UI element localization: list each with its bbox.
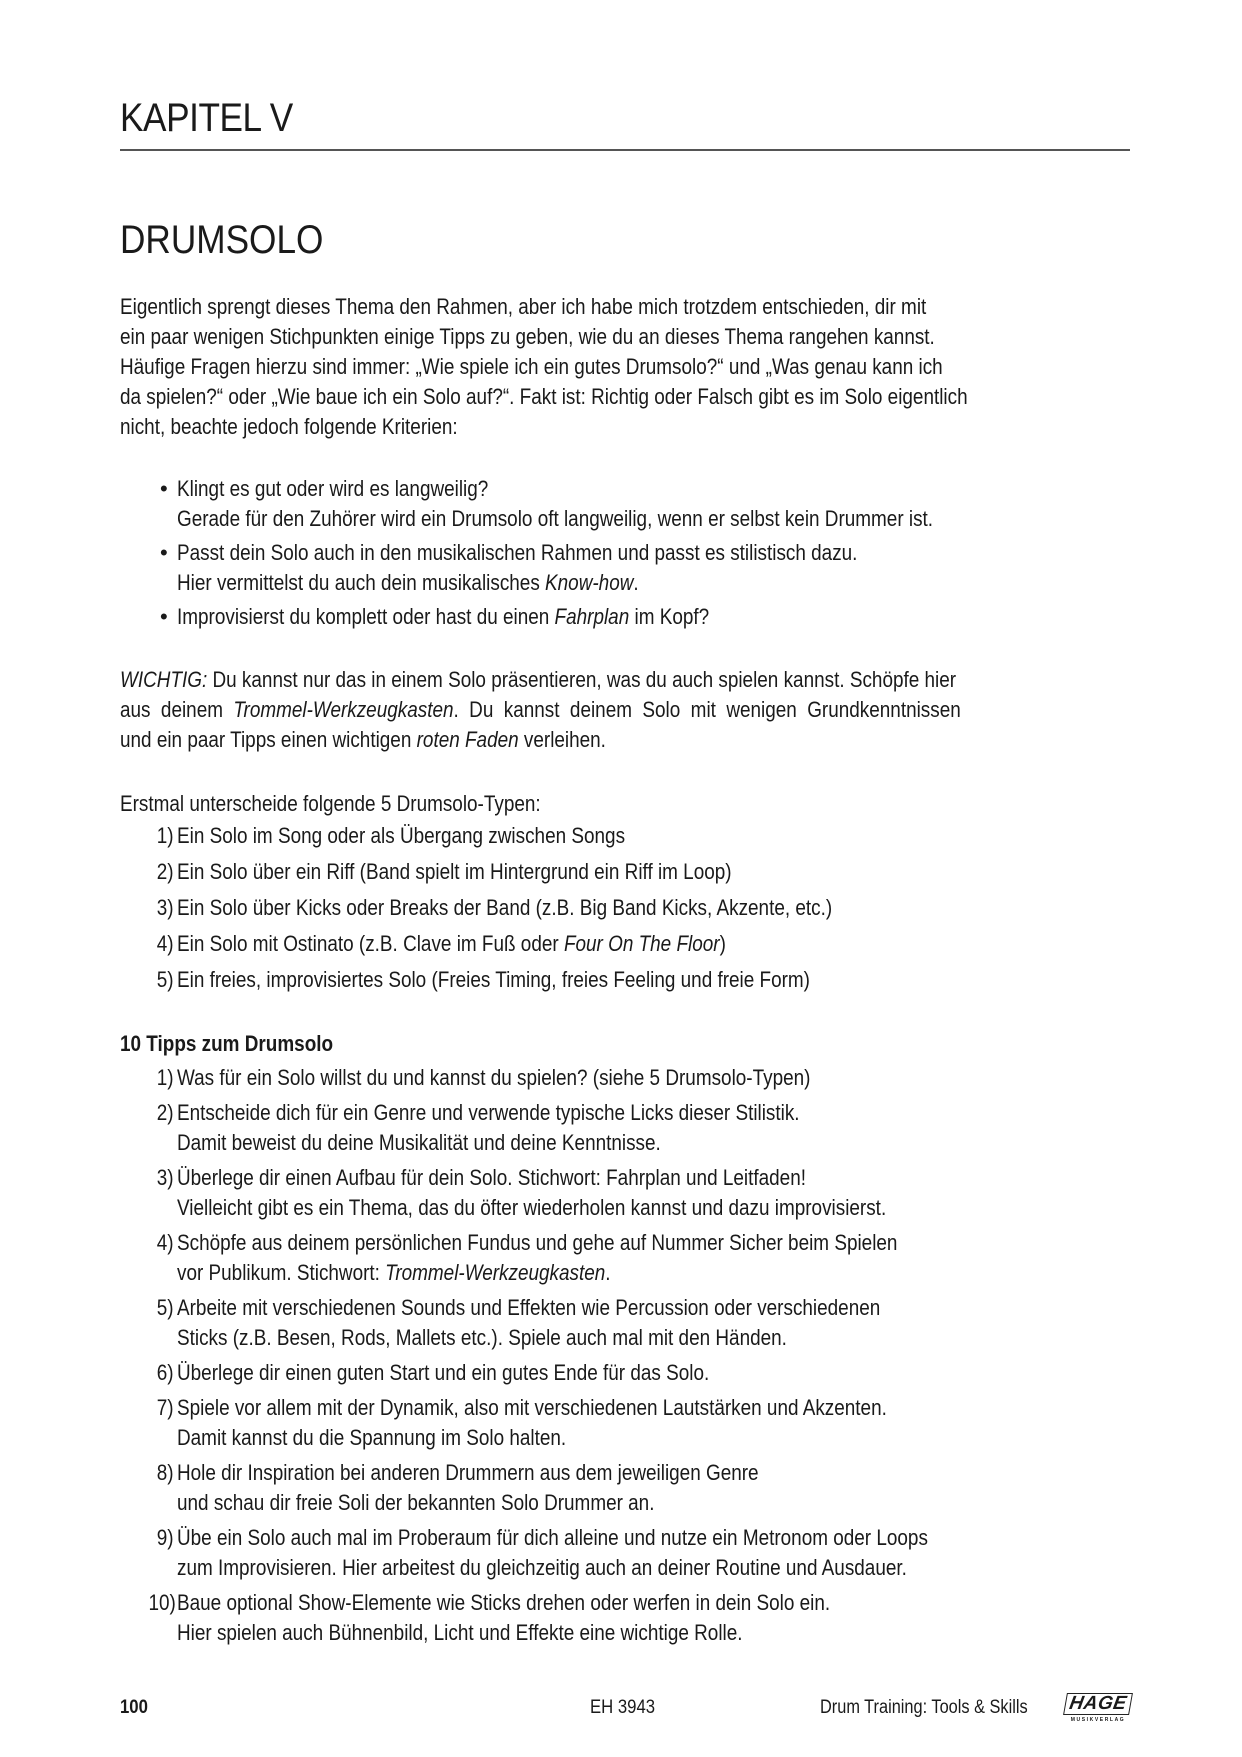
list-item: 2) Entscheide dich für ein Genre und verwende typische Licks dieser Stilistik. Damit beweist du deine Musikalität und deine Kenntnisse. [157, 1100, 800, 1155]
list-item: 2) Ein Solo über ein Riff (Band spielt im Hintergrund ein Riff im Loop) [157, 859, 732, 884]
bullet-icon: • [160, 476, 168, 501]
important-note: WICHTIG: Du kannst nur das in einem Solo präsentieren, was du auch spielen kannst. Schöpfe hier aus deinem Trommel-Werkzeugkasten. Du kannst deinem Solo mit wenigen Grundkenntnissen und ein paar Tipps einen wichtigen roten Faden verleihen. [120, 667, 961, 752]
list-item: • Passt dein Solo auch in den musikalischen Rahmen und passt es stilistisch dazu. Hier vermittelst du auch dein musikalisches Know-how. [160, 540, 858, 595]
list-item: 1) Ein Solo im Song oder als Übergang zwischen Songs [157, 823, 626, 848]
publisher-logo-icon [1065, 1693, 1131, 1727]
list-item: 7) Spiele vor allem mit der Dynamik, also mit verschiedenen Lautstärken und Akzenten. Damit kannst du die Spannung im Solo halten. [157, 1395, 887, 1450]
list-item: 3) Ein Solo über Kicks oder Breaks der Band (z.B. Big Band Kicks, Akzente, etc.) [157, 895, 833, 920]
tips-heading: 10 Tipps zum Drumsolo [120, 1031, 334, 1056]
intro-line: Häufige Fragen hierzu sind immer: „Wie spiele ich ein gutes Drumsolo?“ und „Was genau kann ich [120, 354, 943, 379]
tips-list [148, 1063, 1242, 1653]
list-item: 6) Überlege dir einen guten Start und ein gutes Ende für das Solo. [157, 1360, 710, 1385]
chapter-heading: KAPITEL V [120, 96, 293, 140]
list-item: 1) Was für ein Solo willst du und kannst du spielen? (siehe 5 Drumsolo-Typen) [157, 1065, 811, 1090]
drumsolo-types-list [152, 821, 1242, 1001]
logo-subtext: MUSIKVERLAG [1070, 1717, 1126, 1723]
book-title: Drum Training: Tools & Skills [820, 1697, 1028, 1718]
important-label: WICHTIG: [120, 667, 208, 692]
intro-line: Eigentlich sprengt dieses Thema den Rahmen, aber ich habe mich trotzdem entschieden, dir mit [120, 294, 927, 319]
logo-text: HAGE [1063, 1693, 1133, 1715]
list-item: • Improvisierst du komplett oder hast du einen Fahrplan im Kopf? [160, 602, 1242, 632]
list-item: • Klingt es gut oder wird es langweilig? Gerade für den Zuhörer wird ein Drumsolo oft langweilig, wenn er selbst kein Drummer ist. [160, 476, 934, 531]
page-title: DRUMSOLO [120, 218, 324, 262]
list-item: 9) Übe ein Solo auch mal im Proberaum für dich alleine und nutze ein Metronom oder Loops zum Improvisieren. Hier arbeitest du gleichzeitig auch an deiner Routine und Ausdauer. [157, 1525, 928, 1580]
list-item: 10) Baue optional Show-Elemente wie Sticks drehen oder werfen in dein Solo ein. Hier spielen auch Bühnenbild, Licht und Effekte eine wichtige Rolle. [148, 1590, 831, 1645]
intro-line: da spielen?“ oder „Wie baue ich ein Solo auf?“. Fakt ist: Richtig oder Falsch gibt es im Solo eigentlich [120, 384, 968, 409]
list-item: 5) Ein freies, improvisiertes Solo (Freies Timing, freies Feeling und freie Form) [157, 967, 810, 992]
bullet-icon: • [160, 540, 168, 565]
list-item: 4) Schöpfe aus deinem persönlichen Fundus und gehe auf Nummer Sicher beim Spielen vor Publikum. Stichwort: Trommel-Werkzeugkasten. [157, 1230, 898, 1285]
criteria-list [160, 474, 1242, 636]
edition-code: EH 3943 [590, 1697, 656, 1718]
list-item: 3) Überlege dir einen Aufbau für dein Solo. Stichwort: Fahrplan und Leitfaden! Vielleicht gibt es ein Thema, das du öfter wiederholen kannst und dazu improvisierst. [157, 1165, 887, 1220]
page-footer [120, 1693, 1130, 1727]
bullet-icon: • [160, 604, 168, 629]
page-number: 100 [120, 1697, 148, 1718]
intro-line: nicht, beachte jedoch folgende Kriterien: [120, 414, 458, 439]
intro-line: ein paar wenigen Stichpunkten einige Tipps zu geben, wie du an dieses Thema rangehen kannst. [120, 324, 935, 349]
chapter-divider [120, 149, 1130, 151]
list-item: 8) Hole dir Inspiration bei anderen Drummern aus dem jeweiligen Genre und schau dir freie Soli der bekannten Solo Drummer an. [157, 1460, 759, 1515]
types-intro: Erstmal unterscheide folgende 5 Drumsolo-Typen: [120, 791, 541, 816]
intro-paragraph [120, 292, 1242, 442]
list-item: 5) Arbeite mit verschiedenen Sounds und Effekten wie Percussion oder verschiedenen Sticks (z.B. Besen, Rods, Mallets etc.). Spiele auch mal mit den Händen. [157, 1295, 881, 1350]
list-item: 4) Ein Solo mit Ostinato (z.B. Clave im Fuß oder Four On The Floor) [157, 931, 726, 956]
